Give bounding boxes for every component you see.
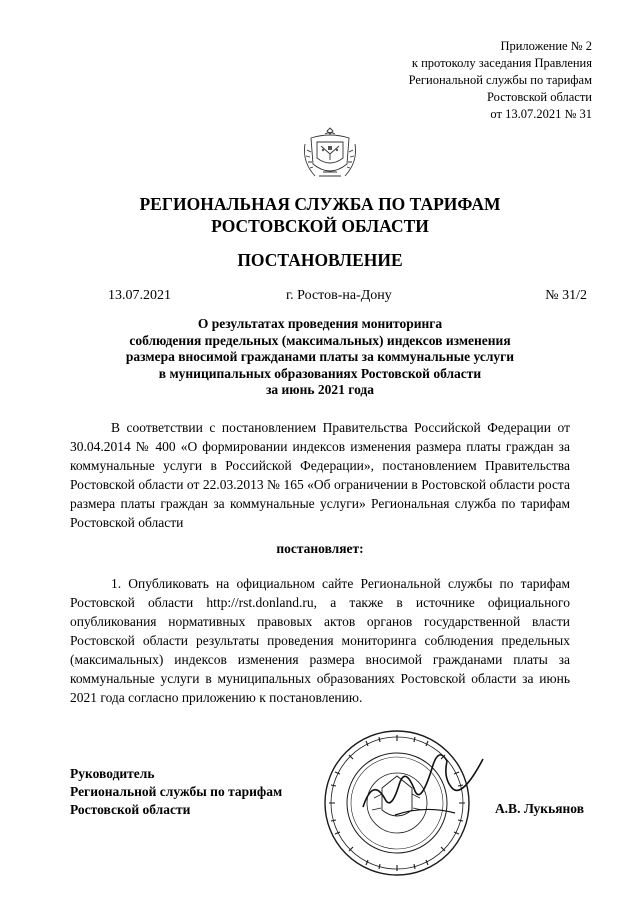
subject-line: О результатах проведения мониторинга [197, 316, 443, 331]
signatory-title-line: Ростовской области [70, 802, 191, 817]
organization-name-line: РЕГИОНАЛЬНАЯ СЛУЖБА ПО ТАРИФАМ [139, 194, 501, 214]
signatory-title-line: Руководитель [70, 766, 155, 781]
appendix-line: от 13.07.2021 № 31 [490, 107, 592, 121]
document-subject [70, 316, 570, 399]
appendix-line: Ростовской области [487, 90, 592, 104]
document-city: г. Ростов-на-Дону [286, 288, 392, 303]
signatory-name: А.В. Лукьянов [494, 801, 584, 816]
document-number: № 31/2 [545, 288, 587, 303]
appendix-line: Приложение № 2 [500, 39, 592, 53]
appendix-line: Региональной службы по тарифам [408, 73, 592, 87]
document-type: ПОСТАНОВЛЕНИЕ [237, 250, 403, 270]
coat-of-arms-icon [299, 124, 361, 186]
subject-line: за июнь 2021 года [265, 382, 375, 397]
appendix-line: к протоколу заседания Правления [411, 56, 592, 70]
resolves-heading: постановляет: [276, 541, 364, 556]
organization-name-line: РОСТОВСКОЙ ОБЛАСТИ [211, 216, 429, 236]
handwritten-signature-icon [355, 745, 495, 825]
appendix-note [409, 38, 592, 123]
preamble-paragraph: В соответствии с постановлением Правительства Российской Федерации от 30.04.2014 № 400 «О формировании индексов изменения размера платы граждан за коммунальные услуги в Российской Федерации», постановлением Правительства Ростовской области от 22.03.2013 № 165 «Об ограничении в Ростовской области роста размера платы граждан за коммунальные услуги» Региональная служба по тарифам Ростовской области [70, 420, 570, 530]
signatory-title [70, 765, 282, 819]
document-date: 13.07.2021 [108, 288, 171, 303]
organization-name [0, 193, 640, 237]
subject-line: соблюдения предельных (максимальных) индексов изменения [129, 332, 511, 348]
signatory-title-line: Региональной службы по тарифам [70, 784, 283, 799]
subject-line: в муниципальных образованиях Ростовской области [158, 365, 482, 381]
subject-line: размера вносимой гражданами платы за коммунальные услуги [125, 349, 515, 364]
resolution-paragraph: 1. Опубликовать на официальном сайте Региональной службы по тарифам Ростовской области http://rst.donland.ru, а также в источнике официального опубликования нормативных правовых актов органов государственной власти Ростовской области результаты проведения мониторинга соблюдения предельных (максимальных) индексов изменения размера вносимой гражданами платы за коммунальные услуги в муниципальных образованиях Ростовской области за июнь 2021 года согласно приложению к постановлению. [70, 576, 570, 705]
